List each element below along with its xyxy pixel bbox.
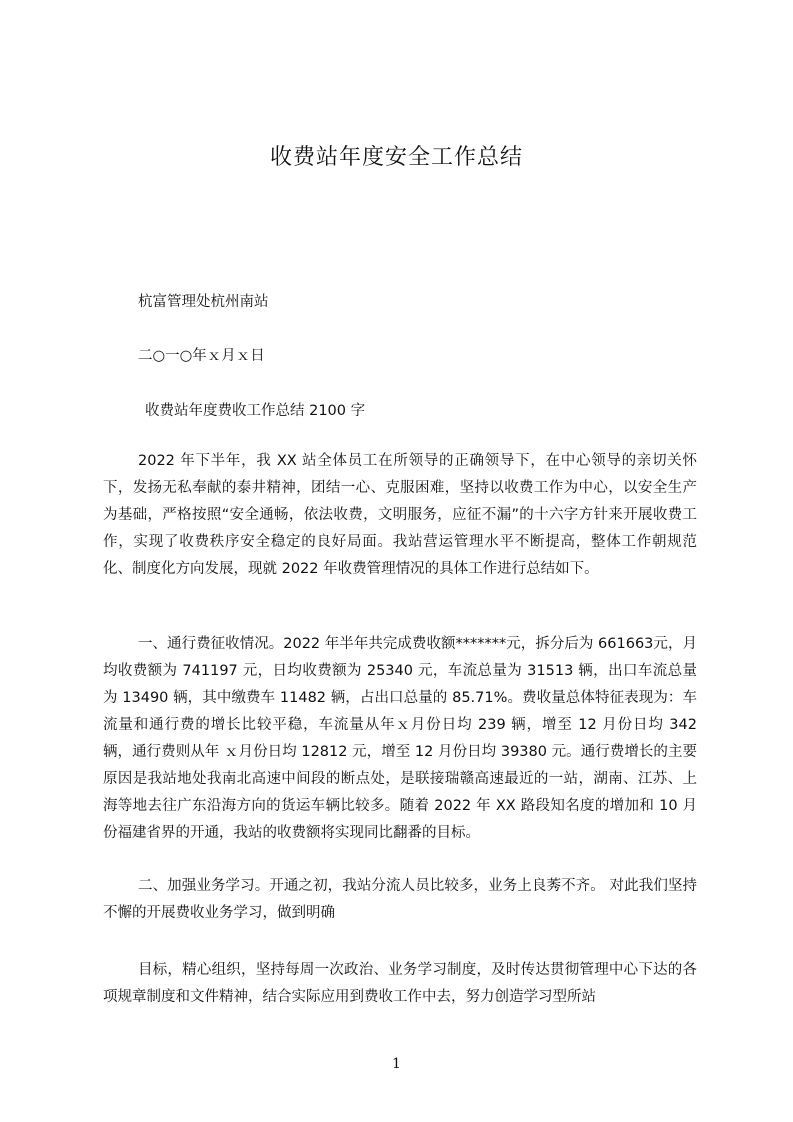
subtitle-line: 收费站年度费收工作总结 2100 字 <box>145 403 366 419</box>
paragraph-goals: 目标，精心组织，坚持每周一次政治、业务学习制度，及时传达贯彻管理中心下达的各项规章制度和文件精神，结合实际应用到费收工作中去，努力创造学习型所站 <box>103 962 697 1005</box>
page-number: 1 <box>392 1056 401 1072</box>
paragraph-business-study: 二、加强业务学习。开通之初，我站分流人员比较多，业务上良莠不齐。 对此我们坚持不懈的开展费收业务学习，做到明确 <box>103 878 697 921</box>
date-line: 二○一○年ｘ月ｘ日 <box>138 348 265 364</box>
document-title: 收费站年度安全工作总结 <box>269 145 523 170</box>
paragraph-intro: 2022 年下半年，我 XX 站全体员工在所领导的正确领导下，在中心领导的亲切关怀下，发扬无私奉献的泰井精神，团结一心、克服困难，坚持以收费工作为中心，以安全生产为基础，严格按照“安全通畅，依法收费，文明服务，应征不漏”的十六字方针来开展收费工作，实现了收费秩序安全稳定的良好局面。我站营运管理水平不断提高，整体工作朝规范化、制度化方向发展，现就 2022 年收费管理情况的具体工作进行总结如下。 <box>103 453 697 577</box>
paragraph-toll-collection: 一、通行费征收情况。2022 年半年共完成费收额*******元，拆分后为 661663元，月均收费额为 741197 元，日均收费额为 25340 元，车流总量为 31513 辆，出口车流总量为 13490 辆，其中缴费车 11482 辆，占出口总量的 85.71%。费收量总体特征表现为：车流量和通行费的增长比较平稳，车流量从年ｘ月份日均 239 辆，增至 12 月份日均 342 辆，通行费则从年 ｘ月份日均 12812 元，增至 12 月份日均 39380 元。通行费增长的主要原因是我站地处我南北高速中间段的断点处，是联接瑞赣高速最近的一站，湖南、江苏、上海等地去往广东沿海方向的货运车辆比较多。随着 2022 年 XX 路段知名度的增加和 10 月份福建省界的开通，我站的收费额将实现同比翻番的目标。 <box>103 636 697 841</box>
organization-line: 杭富管理处杭州南站 <box>138 294 269 310</box>
